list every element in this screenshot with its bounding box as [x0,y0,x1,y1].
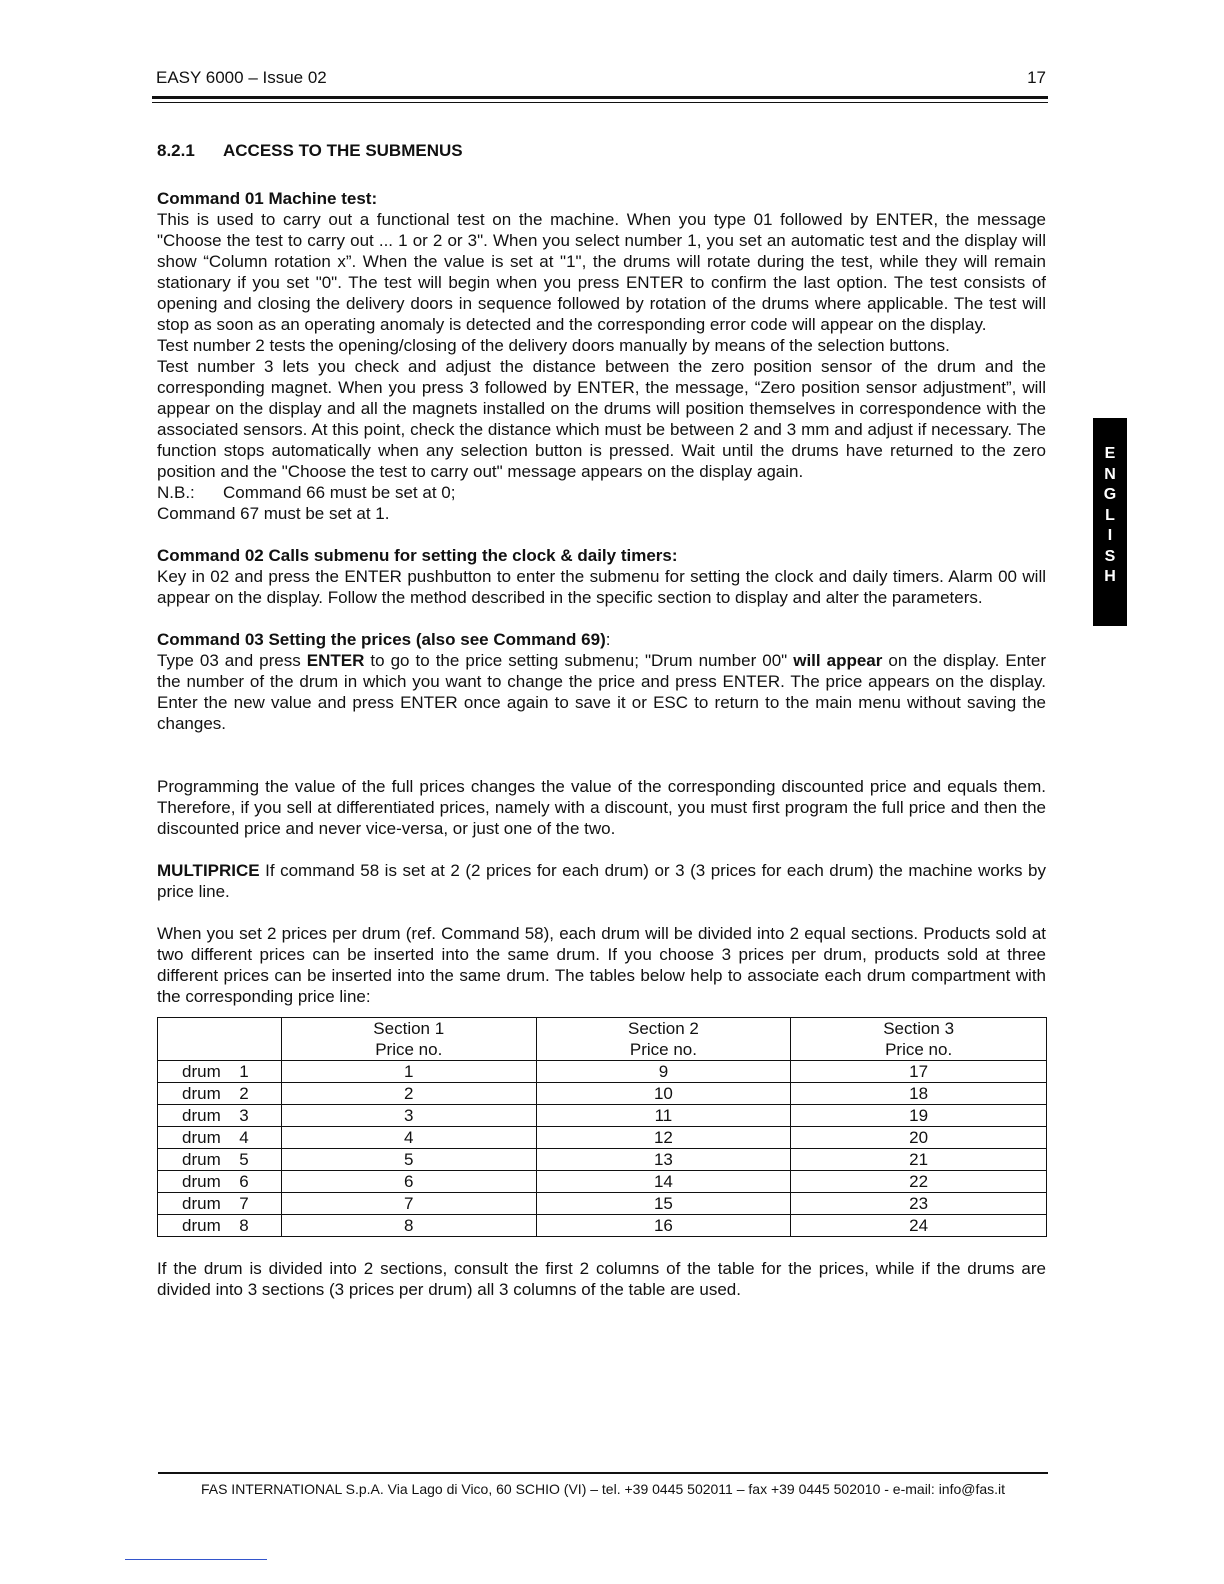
drum-label: drum [182,1216,221,1235]
section-2-price-cell: 16 [536,1215,791,1237]
section-number: 8.2.1 [157,141,195,160]
table-header-section-2 [536,1018,791,1061]
language-tab-english [1093,418,1127,626]
drum-label: drum [182,1084,221,1103]
table-row [158,1149,1047,1171]
page-number: 17 [1027,68,1046,87]
section-1-price-cell: 5 [281,1149,536,1171]
section-2-price-cell: 9 [536,1061,791,1083]
table-row [158,1127,1047,1149]
section-1-price-cell: 3 [281,1105,536,1127]
multiprice-text: If command 58 is set at 2 (2 prices for each drum) or 3 (3 prices for each drum) the machine works by price line. [157,861,1046,901]
tab-letter: H [1104,568,1116,585]
command-02-text: Key in 02 and press the ENTER pushbutton to enter the submenu for setting the clock and daily timers. Alarm 00 will appear on the display. Follow the method described in the specific section to display and alter the parameters. [157,567,1046,607]
table-row [158,1193,1047,1215]
command-01-paragraph-2: Test number 2 tests the opening/closing of the delivery doors manually by means of the selection buttons. [157,336,950,355]
page-content [157,140,1046,1300]
header-price-label: Price no. [629,1040,697,1059]
sections-paragraph: When you set 2 prices per drum (ref. Command 58), each drum will be divided into 2 equal sections. Products sold at two different prices can be inserted into the same drum. If you choose 3 prices per drum, products sold at three different prices can be inserted into the same drum. The tables below help to associate each drum compartment with the corresponding price line: [157,924,1046,1006]
command-03-text-part-2: to go to the price setting submenu; "Drum number 00" [364,651,794,670]
drum-number: 6 [239,1172,249,1191]
header-section-label: Section 1 [373,1019,445,1038]
drum-label: drum [182,1194,221,1213]
drum-number: 1 [239,1062,249,1081]
command-01-paragraph-3: Test number 3 lets you check and adjust the distance between the zero position sensor of the drum and the corresponding magnet. When you press 3 followed by ENTER, the message, “Zero position sensor adjustment”, will appear on the display and all the magnets installed on the drums will position themselves in correspondence with the associated sensors. At this point, check the distance which must be between 2 and 3 mm and adjust if necessary. The function stops automatically when any selection button is pressed. Wait until the drums have returned to the zero position and the "Choose the test to carry out" message appears on the display again. [157,357,1046,481]
section-3-price-cell: 21 [791,1149,1047,1171]
table-row [158,1061,1047,1083]
drum-label-cell [158,1215,282,1237]
table-row [158,1171,1047,1193]
section-1-price-cell: 4 [281,1127,536,1149]
page-header [152,66,1048,99]
section-2-price-cell: 14 [536,1171,791,1193]
table-row [158,1215,1047,1237]
section-1-price-cell: 7 [281,1193,536,1215]
section-1-price-cell: 8 [281,1215,536,1237]
command-03-title-colon: : [605,630,611,649]
command-01-note-2: Command 67 must be set at 1. [157,504,390,523]
command-01-paragraph-1: This is used to carry out a functional test on the machine. When you type 01 followed by ENTER, the message "Choose the test to carry out ... 1 or 2 or 3". When you select number 1, you set an automatic test and the display will show “Column rotation x”. When the value is set at "1", the drums will rotate during the test, while they will remain stationary if you set "0". The test will begin when you press ENTER to confirm the last option. The test consists of opening and closing the delivery doors in sequence followed by rotation of the drums where applicable. The test will stop as soon as an operating anomaly is detected and the corresponding error code will appear on the display. [157,210,1046,334]
footer-divider [158,1472,1048,1474]
header-section-label: Section 3 [883,1019,955,1038]
drum-number: 4 [239,1128,249,1147]
section-3-price-cell: 23 [791,1193,1047,1215]
drum-number: 2 [239,1084,249,1103]
drum-number: 3 [239,1106,249,1125]
drum-label: drum [182,1106,221,1125]
section-2-price-cell: 15 [536,1193,791,1215]
table-header-section-1 [281,1018,536,1061]
multiprice-paragraph [157,860,1046,902]
command-01-title: Command 01 Machine test: [157,189,378,208]
command-01-note [157,482,1046,503]
note-label: N.B.: [157,483,195,502]
command-03-text [157,650,1046,734]
section-1-price-cell: 6 [281,1171,536,1193]
section-3-price-cell: 18 [791,1083,1047,1105]
tab-letter: N [1104,465,1116,483]
drum-label: drum [182,1128,221,1147]
section-2-price-cell: 12 [536,1127,791,1149]
section-3-price-cell: 24 [791,1215,1047,1237]
doc-title: EASY 6000 – Issue 02 [156,68,327,87]
table-row [158,1105,1047,1127]
multiprice-label: MULTIPRICE [157,861,260,880]
programming-paragraph: Programming the value of the full prices changes the value of the corresponding discounted price and equals them. Therefore, if you sell at differentiated prices, namely with a discount, you must first program the full price and then the discounted price and never vice-versa, or just one of the two. [157,777,1046,838]
header-section-label: Section 2 [627,1019,699,1038]
drum-label: drum [182,1150,221,1169]
tab-letter: S [1104,547,1116,565]
command-03-title: Command 03 Setting the prices (also see Command 69) [157,630,606,649]
header-price-label: Price no. [885,1040,953,1059]
price-table [157,1017,1047,1237]
section-title: ACCESS TO THE SUBMENUS [223,141,463,160]
section-3-price-cell: 17 [791,1061,1047,1083]
command-03-title-line [157,629,1046,650]
tab-letter: L [1105,506,1115,524]
table-row [158,1083,1047,1105]
section-2-price-cell: 10 [536,1083,791,1105]
command-03-text-part-3: on the display. Enter the number of the drum in which you want to change the price and press ENTER. The price appears on the display. Enter the new value and press ENTER once again to save it or ESC to return to the main menu without saving the changes. [157,651,1046,733]
drum-label-cell [158,1149,282,1171]
section-2-price-cell: 11 [536,1105,791,1127]
drum-number: 5 [239,1150,249,1169]
footer-address: FAS INTERNATIONAL S.p.A. Via Lago di Vico, 60 SCHIO (VI) – tel. +39 0445 502011 – fax +39 0445 502010 - e-mail: info@fas.it [200,1481,1006,1497]
price-table-header [158,1018,1047,1061]
drum-label-cell [158,1105,282,1127]
section-3-price-cell: 19 [791,1105,1047,1127]
note-text: Command 66 must be set at 0; [223,483,456,502]
closing-paragraph: If the drum is divided into 2 sections, consult the first 2 columns of the table for the prices, while if the drums are divided into 3 sections (3 prices per drum) all 3 columns of the table are used. [157,1259,1046,1299]
drum-number: 7 [239,1194,249,1213]
tab-letter: G [1103,486,1117,503]
command-02-title: Command 02 Calls submenu for setting the clock & daily timers: [157,546,678,565]
section-2-price-cell: 13 [536,1149,791,1171]
table-header-section-3 [791,1018,1047,1061]
table-corner-cell [158,1018,282,1061]
tab-letter: I [1107,527,1113,544]
link-underline [125,1559,267,1560]
section-3-price-cell: 20 [791,1127,1047,1149]
drum-number: 8 [239,1216,249,1235]
price-table-body [158,1061,1047,1237]
header-price-label: Price no. [375,1040,443,1059]
drum-label-cell [158,1171,282,1193]
section-1-price-cell: 1 [281,1061,536,1083]
drum-label: drum [182,1062,221,1081]
header-divider [152,102,1048,103]
drum-label-cell [158,1083,282,1105]
section-1-price-cell: 2 [281,1083,536,1105]
drum-label-cell [158,1127,282,1149]
drum-label-cell [158,1193,282,1215]
section-heading [157,140,1046,161]
command-03-text-part-1: Type 03 and press [157,651,307,670]
command-03-enter-key: ENTER [306,651,365,670]
drum-label: drum [182,1172,221,1191]
section-3-price-cell: 22 [791,1171,1047,1193]
command-03-will-appear: will appear [793,651,883,670]
tab-letter: E [1104,445,1116,462]
drum-label-cell [158,1061,282,1083]
